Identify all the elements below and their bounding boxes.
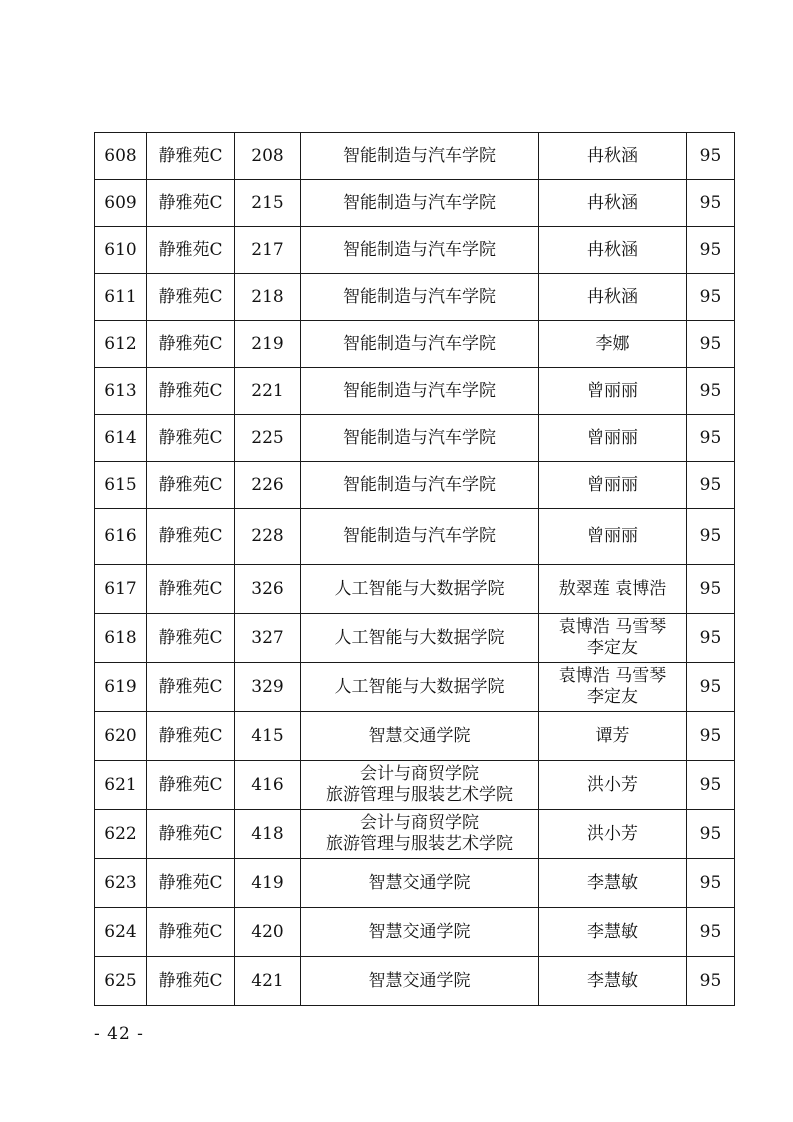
college-cell	[301, 227, 539, 274]
teacher-line: 冉秋涵	[587, 145, 638, 166]
college-cell	[301, 180, 539, 227]
table-row	[95, 663, 735, 712]
building-cell: 静雅苑C	[147, 415, 235, 462]
college-line: 智能制造与汽车学院	[343, 474, 496, 495]
row-number-cell: 615	[95, 462, 147, 509]
table-row	[95, 761, 735, 810]
college-cell	[301, 368, 539, 415]
table-row	[95, 810, 735, 859]
room-cell: 225	[235, 415, 301, 462]
score-cell: 95	[687, 712, 735, 761]
college-line: 旅游管理与服装艺术学院	[326, 785, 513, 805]
building-cell: 静雅苑C	[147, 274, 235, 321]
college-line: 智能制造与汽车学院	[343, 427, 496, 448]
row-number-cell: 619	[95, 663, 147, 712]
row-number-cell: 613	[95, 368, 147, 415]
room-cell: 329	[235, 663, 301, 712]
score-cell: 95	[687, 908, 735, 957]
room-cell: 419	[235, 859, 301, 908]
score-cell: 95	[687, 663, 735, 712]
teacher-cell	[539, 614, 687, 663]
teacher-line: 袁博浩 马雪琴	[558, 666, 667, 686]
room-cell: 418	[235, 810, 301, 859]
table-row	[95, 957, 735, 1006]
teacher-line: 李定友	[587, 687, 638, 707]
teacher-line: 冉秋涵	[587, 239, 638, 260]
building-cell: 静雅苑C	[147, 761, 235, 810]
college-cell	[301, 663, 539, 712]
row-number-cell: 618	[95, 614, 147, 663]
college-line: 智慧交通学院	[368, 921, 471, 942]
teacher-cell	[539, 712, 687, 761]
teacher-line: 冉秋涵	[587, 192, 638, 213]
teacher-line: 谭芳	[595, 725, 630, 746]
building-cell: 静雅苑C	[147, 321, 235, 368]
room-cell: 326	[235, 565, 301, 614]
teacher-cell	[539, 274, 687, 321]
table-body	[95, 133, 735, 1006]
college-cell	[301, 509, 539, 565]
teacher-cell	[539, 180, 687, 227]
teacher-cell	[539, 663, 687, 712]
score-cell: 95	[687, 274, 735, 321]
building-cell: 静雅苑C	[147, 565, 235, 614]
building-cell: 静雅苑C	[147, 859, 235, 908]
row-number-cell: 623	[95, 859, 147, 908]
room-cell: 217	[235, 227, 301, 274]
teacher-line: 冉秋涵	[587, 286, 638, 307]
row-number-cell: 624	[95, 908, 147, 957]
teacher-line: 李定友	[587, 638, 638, 658]
teacher-cell	[539, 462, 687, 509]
building-cell: 静雅苑C	[147, 180, 235, 227]
building-cell: 静雅苑C	[147, 908, 235, 957]
room-cell: 208	[235, 133, 301, 180]
teacher-line: 李慧敏	[587, 921, 638, 942]
college-line: 智能制造与汽车学院	[343, 239, 496, 260]
college-cell	[301, 274, 539, 321]
college-line: 智能制造与汽车学院	[343, 526, 496, 546]
college-line: 人工智能与大数据学院	[334, 578, 505, 599]
college-line: 智慧交通学院	[368, 725, 471, 746]
college-cell	[301, 133, 539, 180]
row-number-cell: 611	[95, 274, 147, 321]
score-cell: 95	[687, 133, 735, 180]
score-cell: 95	[687, 415, 735, 462]
room-cell: 221	[235, 368, 301, 415]
college-line: 智能制造与汽车学院	[343, 145, 496, 166]
table-row	[95, 859, 735, 908]
teacher-cell	[539, 415, 687, 462]
building-cell: 静雅苑C	[147, 614, 235, 663]
score-cell: 95	[687, 810, 735, 859]
building-cell: 静雅苑C	[147, 957, 235, 1006]
building-cell: 静雅苑C	[147, 509, 235, 565]
college-cell	[301, 908, 539, 957]
teacher-line: 李娜	[595, 333, 630, 354]
college-cell	[301, 565, 539, 614]
score-cell: 95	[687, 180, 735, 227]
teacher-cell	[539, 368, 687, 415]
teacher-cell	[539, 133, 687, 180]
score-cell: 95	[687, 761, 735, 810]
teacher-cell	[539, 509, 687, 565]
room-cell: 415	[235, 712, 301, 761]
teacher-line: 洪小芳	[587, 823, 638, 844]
table-row	[95, 321, 735, 368]
room-cell: 215	[235, 180, 301, 227]
row-number-cell: 612	[95, 321, 147, 368]
score-cell: 95	[687, 321, 735, 368]
college-cell	[301, 614, 539, 663]
table-row	[95, 712, 735, 761]
teacher-line: 曾丽丽	[587, 474, 638, 495]
table-row	[95, 462, 735, 509]
row-number-cell: 622	[95, 810, 147, 859]
row-number-cell: 617	[95, 565, 147, 614]
teacher-line: 洪小芳	[587, 774, 638, 795]
score-cell: 95	[687, 957, 735, 1006]
college-line: 智能制造与汽车学院	[343, 286, 496, 307]
page-number: - 42 -	[94, 1024, 144, 1044]
teacher-cell	[539, 761, 687, 810]
college-line: 智能制造与汽车学院	[343, 192, 496, 213]
college-cell	[301, 810, 539, 859]
score-cell: 95	[687, 859, 735, 908]
room-cell: 421	[235, 957, 301, 1006]
score-cell: 95	[687, 368, 735, 415]
row-number-cell: 625	[95, 957, 147, 1006]
score-cell: 95	[687, 509, 735, 565]
row-number-cell: 621	[95, 761, 147, 810]
table-row	[95, 908, 735, 957]
row-number-cell: 609	[95, 180, 147, 227]
row-number-cell: 610	[95, 227, 147, 274]
room-cell: 420	[235, 908, 301, 957]
college-cell	[301, 712, 539, 761]
score-cell: 95	[687, 565, 735, 614]
building-cell: 静雅苑C	[147, 810, 235, 859]
room-cell: 228	[235, 509, 301, 565]
teacher-cell	[539, 810, 687, 859]
teacher-line: 袁博浩 马雪琴	[558, 617, 667, 637]
college-line: 旅游管理与服装艺术学院	[326, 834, 513, 854]
table-row	[95, 180, 735, 227]
table-row	[95, 274, 735, 321]
college-line: 人工智能与大数据学院	[334, 627, 505, 648]
college-line: 会计与商贸学院	[360, 764, 479, 784]
teacher-line: 敖翠莲 袁博浩	[558, 578, 667, 599]
room-cell: 219	[235, 321, 301, 368]
room-cell: 218	[235, 274, 301, 321]
room-cell: 327	[235, 614, 301, 663]
table-row	[95, 133, 735, 180]
room-cell: 416	[235, 761, 301, 810]
row-number-cell: 620	[95, 712, 147, 761]
teacher-cell	[539, 227, 687, 274]
teacher-cell	[539, 957, 687, 1006]
college-cell	[301, 462, 539, 509]
teacher-cell	[539, 321, 687, 368]
score-cell: 95	[687, 462, 735, 509]
teacher-line: 李慧敏	[587, 872, 638, 893]
teacher-line: 曾丽丽	[587, 526, 638, 546]
building-cell: 静雅苑C	[147, 712, 235, 761]
teacher-line: 曾丽丽	[587, 427, 638, 448]
teacher-line: 曾丽丽	[587, 380, 638, 401]
teacher-line: 李慧敏	[587, 970, 638, 991]
college-cell	[301, 859, 539, 908]
room-cell: 226	[235, 462, 301, 509]
row-number-cell: 614	[95, 415, 147, 462]
table-row	[95, 415, 735, 462]
table-row	[95, 614, 735, 663]
college-line: 智能制造与汽车学院	[343, 333, 496, 354]
dormitory-score-table	[94, 132, 735, 1006]
building-cell: 静雅苑C	[147, 663, 235, 712]
college-line: 智能制造与汽车学院	[343, 380, 496, 401]
table-row	[95, 227, 735, 274]
college-line: 人工智能与大数据学院	[334, 676, 505, 697]
college-line: 会计与商贸学院	[360, 813, 479, 833]
score-cell: 95	[687, 614, 735, 663]
table-row	[95, 368, 735, 415]
building-cell: 静雅苑C	[147, 368, 235, 415]
college-cell	[301, 321, 539, 368]
building-cell: 静雅苑C	[147, 227, 235, 274]
score-cell: 95	[687, 227, 735, 274]
college-cell	[301, 415, 539, 462]
building-cell: 静雅苑C	[147, 462, 235, 509]
table-row	[95, 509, 735, 565]
row-number-cell: 608	[95, 133, 147, 180]
college-line: 智慧交通学院	[368, 872, 471, 893]
college-cell	[301, 957, 539, 1006]
teacher-cell	[539, 565, 687, 614]
row-number-cell: 616	[95, 509, 147, 565]
building-cell: 静雅苑C	[147, 133, 235, 180]
teacher-cell	[539, 908, 687, 957]
table-row	[95, 565, 735, 614]
college-cell	[301, 761, 539, 810]
college-line: 智慧交通学院	[368, 970, 471, 991]
teacher-cell	[539, 859, 687, 908]
